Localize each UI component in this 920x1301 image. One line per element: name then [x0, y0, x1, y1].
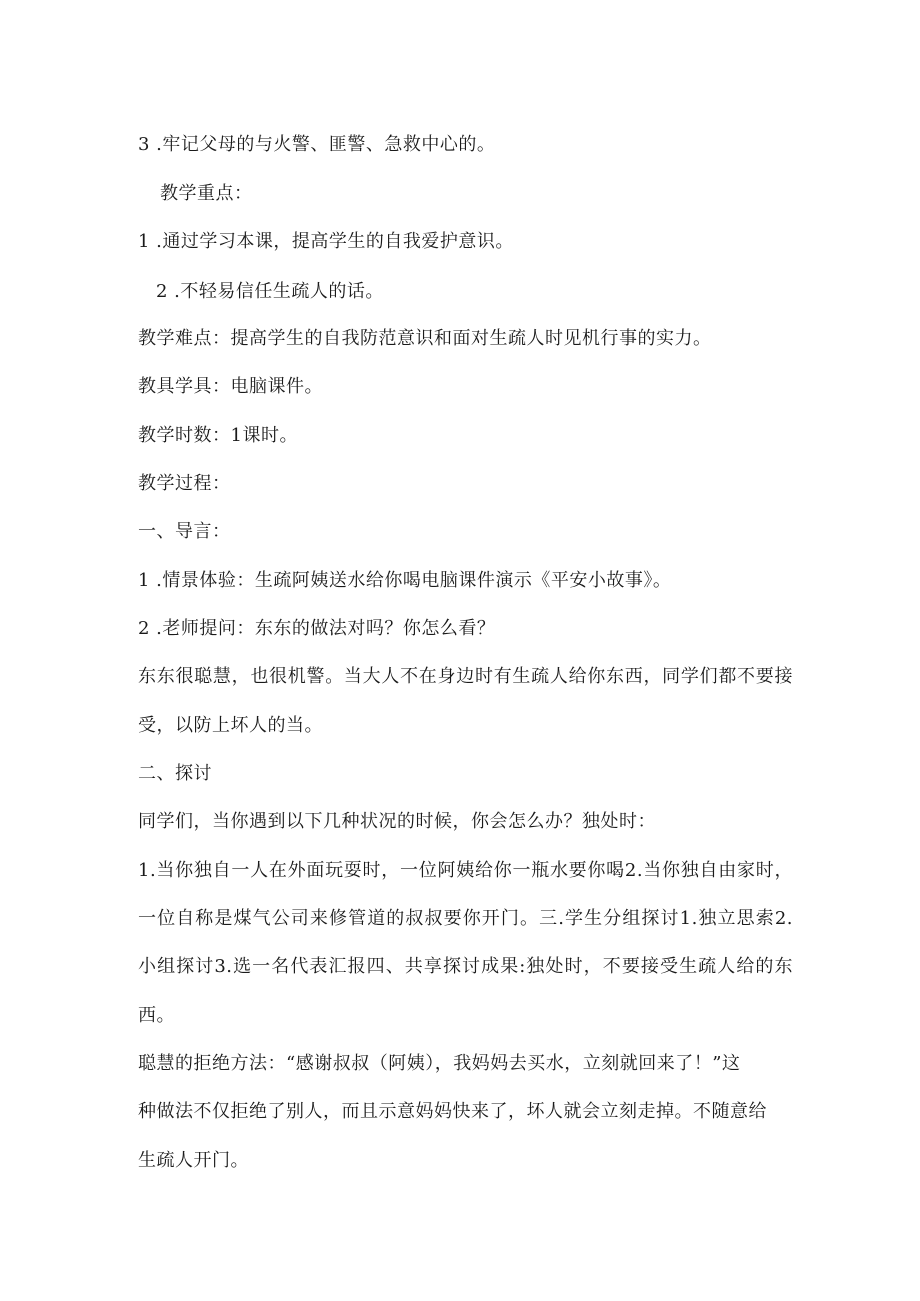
intro-step-2: 2 .老师提问：东东的做法对吗？你怎么看？ — [138, 618, 496, 639]
paragraph-dongdong-line-1: 东东很聪慧，也很机警。当大人不在身边时有生疏人给你东西，同学们都不要接 — [138, 666, 793, 687]
difficult-points: 教学难点：提高学生的自我防范意识和面对生疏人时见机行事的实力。 — [138, 328, 712, 349]
objective-3: 3 .牢记父母的与火警、匪警、急救中心的。 — [138, 134, 496, 155]
teaching-aids: 教具学具：电脑课件。 — [138, 376, 323, 397]
discussion-prompt: 同学们，当你遇到以下几种状况的时候，你会怎么办？独处时： — [138, 811, 656, 832]
key-point-2: 2 .不轻易信任生疏人的话。 — [156, 281, 384, 302]
section-discussion: 二、探讨 — [138, 763, 212, 784]
discussion-paragraph-line-2: 一位自称是煤气公司来修管道的叔叔要你开门。三.学生分组探讨1.独立思索2. — [138, 908, 793, 929]
teaching-hours: 教学时数：1课时。 — [138, 425, 298, 446]
discussion-paragraph-line-4: 西。 — [138, 1005, 175, 1026]
key-point-1: 1 .通过学习本课，提高学生的自我爱护意识。 — [138, 231, 514, 252]
discussion-paragraph-line-3: 小组探讨3.选一名代表汇报四、共享探讨成果:独处时，不要接受生疏人给的东 — [138, 956, 793, 977]
heading-teaching-process: 教学过程： — [138, 473, 231, 494]
section-introduction: 一、导言： — [138, 521, 231, 542]
refusal-method-line-2: 种做法不仅拒绝了别人，而且示意妈妈快来了，坏人就会立刻走掉。不随意给 — [138, 1101, 767, 1122]
paragraph-dongdong-line-2: 受，以防上坏人的当。 — [138, 715, 323, 736]
refusal-method-line-3: 生疏人开门。 — [138, 1150, 249, 1171]
intro-step-1: 1 .情景体验：生疏阿姨送水给你喝电脑课件演示《平安小故事》。 — [138, 570, 672, 591]
discussion-paragraph-line-1: 1.当你独自一人在外面玩耍时，一位阿姨给你一瓶水要你喝2.当你独自由家时， — [138, 860, 793, 881]
refusal-method-line-1: 聪慧的拒绝方法：“感谢叔叔（阿姨），我妈妈去买水，立刻就回来了！”这 — [138, 1053, 741, 1074]
heading-key-points: 教学重点： — [160, 183, 253, 204]
